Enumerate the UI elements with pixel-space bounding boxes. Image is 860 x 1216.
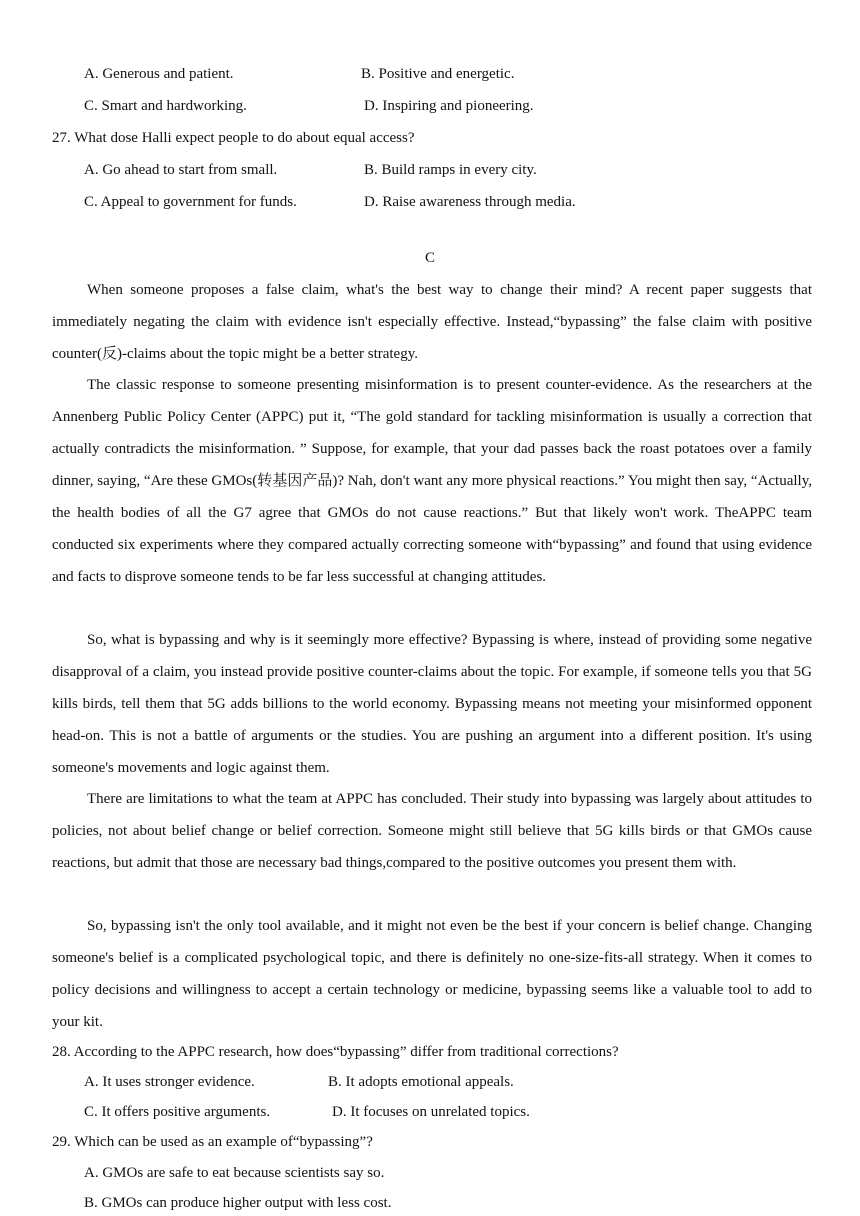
q26-option-b: B. Positive and energetic.: [361, 66, 515, 82]
q29-option-a: A. GMOs are safe to eat because scientists say so.: [84, 1165, 385, 1181]
q28-option-a: A. It uses stronger evidence.: [84, 1074, 255, 1090]
q28-question: 28. According to the APPC research, how does“bypassing” differ from traditional corrections?: [52, 1044, 619, 1060]
passage-paragraph-3: [52, 624, 812, 784]
q29-option-b: B. GMOs can produce higher output with less cost.: [84, 1195, 392, 1211]
q27-option-c: C. Appeal to government for funds.: [84, 194, 297, 210]
q27-question: 27. What dose Halli expect people to do about equal access?: [52, 130, 415, 146]
passage-paragraph-3-text: So, what is bypassing and why is it seemingly more effective? Bypassing is where, instead of providing some negative disapproval of a claim, you instead provide positive counter-claims about the topic. For example, if someone tells you that 5G kills birds, tell them that 5G adds billions to the world economy. Bypassing means not meeting your misinformed opponent head-on. This is not a battle of arguments or the studies. You are pushing an argument into a different position. It's using someone's movements and logic against them.: [52, 632, 812, 776]
q26-option-d: D. Inspiring and pioneering.: [364, 98, 534, 114]
passage-paragraph-4-text: There are limitations to what the team at APPC has concluded. Their study into bypassing was largely about attitudes to policies, not about belief change or belief correction. Someone might still believe that 5G kills birds or that GMOs cause reactions, but admit that those are necessary bad things,compared to the positive outcomes you present them with.: [52, 791, 812, 871]
passage-paragraph-2: [52, 369, 812, 593]
q29-question: 29. Which can be used as an example of“bypassing”?: [52, 1134, 373, 1150]
passage-paragraph-1-text: When someone proposes a false claim, what's the best way to change their mind? A recent paper suggests that immediately negating the claim with evidence isn't especially effective. Instead,“bypassing” the false claim with positive counter(反)-claims about the topic might be a better strategy.: [52, 282, 812, 362]
q27-option-d: D. Raise awareness through media.: [364, 194, 576, 210]
q27-option-b: B. Build ramps in every city.: [364, 162, 537, 178]
passage-paragraph-1: [52, 274, 812, 370]
q28-option-c: C. It offers positive arguments.: [84, 1104, 271, 1120]
section-label: C: [424, 250, 435, 266]
q26-option-a: A. Generous and patient.: [84, 66, 234, 82]
passage-paragraph-2-text: The classic response to someone presenting misinformation is to present counter-evidence. As the researchers at the Annenberg Public Policy Center (APPC) put it, “The gold standard for tackling misinformation is usually a correction that actually contradicts the misinformation. ” Suppose, for example, that your dad passes back the roast potatoes over a family dinner, saying, “Are these GMOs(转基因产品)? Nah, don't want any more physical reactions.” You might then say, “Actually, the health bodies of all the G7 agree that GMOs do not cause reactions.” But that likely won't work. TheAPPC team conducted six experiments where they compared actually correcting someone with“bypassing” and found that using evidence and facts to disprove someone tends to be far less successful at changing attitudes.: [52, 377, 812, 585]
passage-paragraph-5: [52, 910, 812, 1038]
q28-option-b: B. It adopts emotional appeals.: [328, 1074, 514, 1090]
q26-option-c: C. Smart and hardworking.: [84, 98, 247, 114]
passage-paragraph-4: [52, 783, 812, 879]
q27-option-a: A. Go ahead to start from small.: [84, 162, 278, 178]
q28-option-d: D. It focuses on unrelated topics.: [332, 1104, 530, 1120]
passage-paragraph-5-text: So, bypassing isn't the only tool available, and it might not even be the best if your concern is belief change. Changing someone's belief is a complicated psychological topic, and there is definitely no one-size-fits-all strategy. When it comes to policy decisions and willingness to accept a certain technology or medicine, bypassing seems like a valuable tool to add to your kit.: [52, 918, 812, 1030]
